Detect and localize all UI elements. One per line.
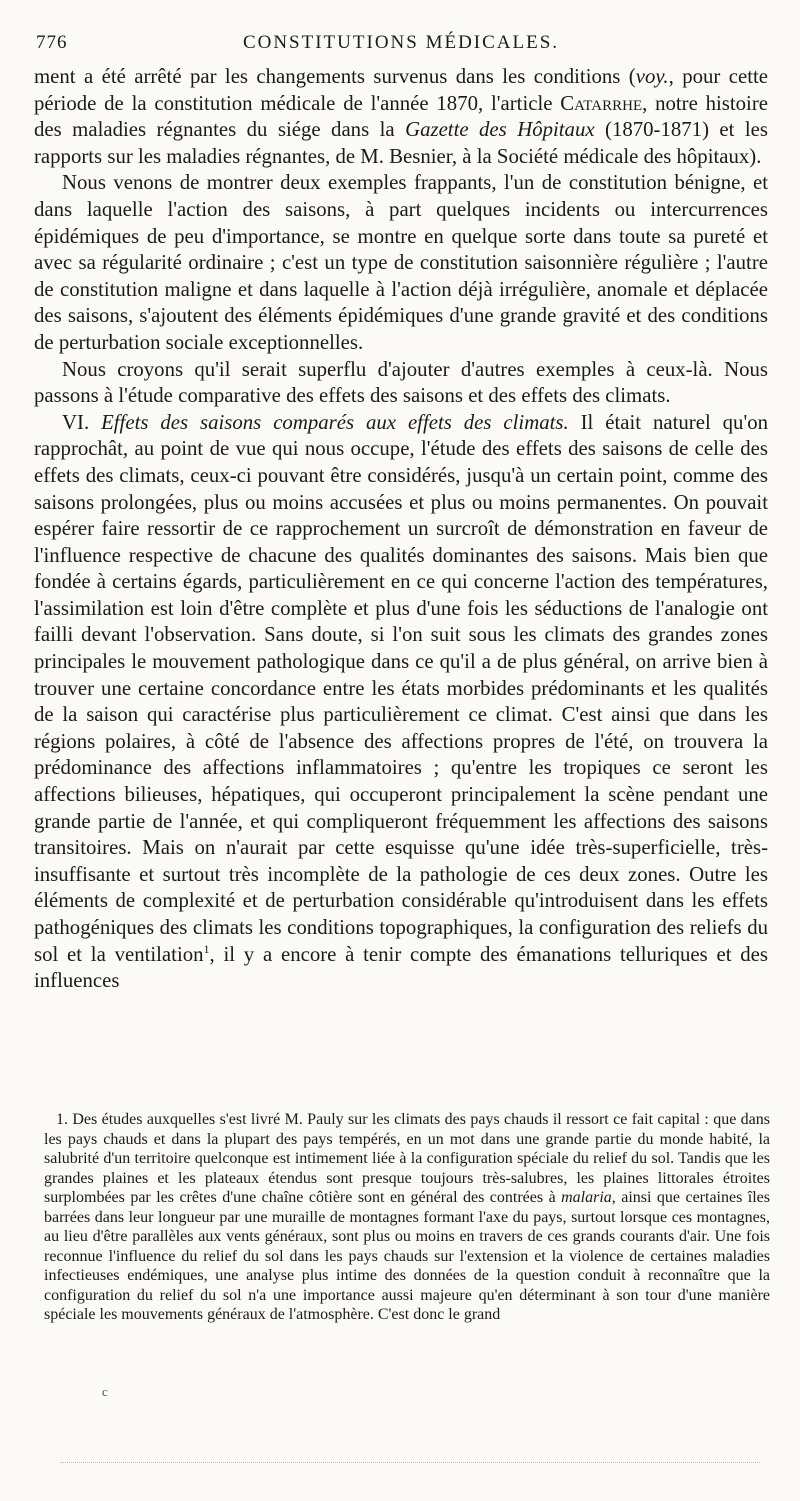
page-number: 776	[36, 32, 68, 53]
footnote-ref: 1	[203, 941, 210, 956]
text-run: ment a été arrêté par les changements survenus dans les conditions (	[34, 65, 636, 88]
page-header	[34, 28, 768, 58]
paragraph-3: Nous croyons qu'il serait superflu d'ajouter d'autres exemples à ceux-là. Nous passons à l'étude comparative des effets des saisons et des effets des climats.	[34, 357, 768, 408]
section-number: VI.	[62, 410, 102, 434]
text-run: Il était naturel qu'on rapprochât, au point de vue qui nous occupe, l'étude des effets des saisons de celle des effets des climats, ceux-ci pouvant être considérés, jusqu'à un certain point, comme des saisons prolongées, plus ou moins accusées et plus ou moins permanentes. On pouvait espérer faire ressortir de ce rapprochement un surcroît de démonstration en faveur de l'influence respective de chacune des qualités dominantes des saisons. Mais bien que fondée à certains égards, particulièrement en ce qui concerne l'action des températures, l'assimilation est loin d'être complète et plus d'une fois les séductions de l'analogie ont failli devant l'observation. Sans doute, si l'on suit sous les climats des grandes zones principales le mouvement pathologique dans ce qu'il a de plus général, on arrive bien à trouver une certaine concordance entre les états morbides prédominants et les qualités de la saison qui caractérise plus particulièrement ce climat. C'est ainsi que dans les régions polaires, à côté de l'absence des affections propres de l'été, on trouvera la prédominance des affections inflammatoires ; qu'entre les tropiques ce seront les affections bilieuses, hépatiques, qui occuperont principalement la scène pendant une grande partie de l'année, et qui compliqueront fréquemment les affections des saisons transitoires. Mais on n'aurait par cette esquisse qu'une idée très-superficielle, très-insuffisante et surtout très incomplète de la pathologie de ces deux zones. Outre les éléments de complexité et de perturbation considérable qu'introduisent dans les effets pathogéniques des climats les conditions topographiques, la configuration des reliefs du sol et la ventilation	[34, 410, 768, 966]
text-run: 1. Des études auxquelles s'est livré M. Pauly sur les climats des pays chauds il ressort ce fait capital : que dans les pays chauds et dans la plupart des pays tempérés, en un mot dans une grande partie du monde habité, la salubrité d'un territoire quelconque est intimement liée à la configuration spéciale du relief du sol. Tandis que les grandes plaines et les plateaux étendus sont presque toujours très-salubres, les plaines littorales étroites surplombées par les crêtes d'une chaîne côtière sont en général des contrées à	[44, 1111, 770, 1206]
body-text	[34, 64, 768, 995]
text-run: , ainsi que certaines îles barrées dans leur longueur par une muraille de montagnes formant l'axe du pays, surtout lorsque ces montagnes, au lieu d'être parallèles aux vents généraux, sont plus ou moins en travers de ces grands courants d'air. Une fois reconnue l'influence du relief du sol dans les pays chauds sur l'extension et la violence de certaines maladies infectieuses endémiques, une analyse plus intime des données de la question conduit à reconnaître que la configuration du relief du sol n'a une importance aussi majeure qu'en déterminant à son tour d'une manière spéciale les mouvements généraux de l'atmosphère. C'est donc le grand	[44, 1189, 770, 1323]
footnotes	[44, 1110, 770, 1325]
running-title: CONSTITUTIONS MÉDICALES.	[242, 32, 560, 53]
text-run: , il y a encore à tenir compte des émanations telluriques et des influences	[34, 942, 768, 993]
section-title: Effets des saisons comparés aux effets des climats.	[101, 410, 569, 434]
footnote-1	[44, 1110, 770, 1325]
paragraph-1	[34, 64, 768, 170]
paragraph-4	[34, 410, 768, 995]
paragraph-2: Nous venons de montrer deux exemples frappants, l'un de constitution bénigne, et dans laquelle l'action des saisons, à part quelques incidents ou intercurrences épidémiques de peu d'importance, se montre en quelque sorte dans toute sa pureté et avec sa régularité ordinaire ; c'est un type de constitution saisonnière régulière ; l'autre de constitution maligne et dans laquelle à l'action déjà irrégulière, anomale et déplacée des saisons, s'ajoutent des éléments épidémiques d'une grande gravité et des conditions de perturbation sociale exceptionnelles.	[34, 171, 768, 354]
text-run: , notre histoire des maladies régnantes du siége dans la	[34, 91, 768, 142]
text-run: , pour cette période de la constitution médicale de l'année 1870, l'article	[34, 65, 769, 115]
smallcaps-catarrhe: Catarrhe	[560, 91, 643, 115]
italic-malaria: malaria	[561, 1189, 612, 1206]
page	[34, 28, 768, 995]
bottom-dotted-rule	[60, 1462, 760, 1463]
text-run: (1870-1871) et les rapports sur les maladies régnantes, de M. Besnier, à la Société médicale des hôpitaux).	[34, 118, 768, 168]
italic-gazette: Gazette des Hôpitaux	[405, 118, 595, 142]
italic-voy: voy.	[635, 65, 669, 88]
stray-mark: c	[102, 1384, 108, 1399]
